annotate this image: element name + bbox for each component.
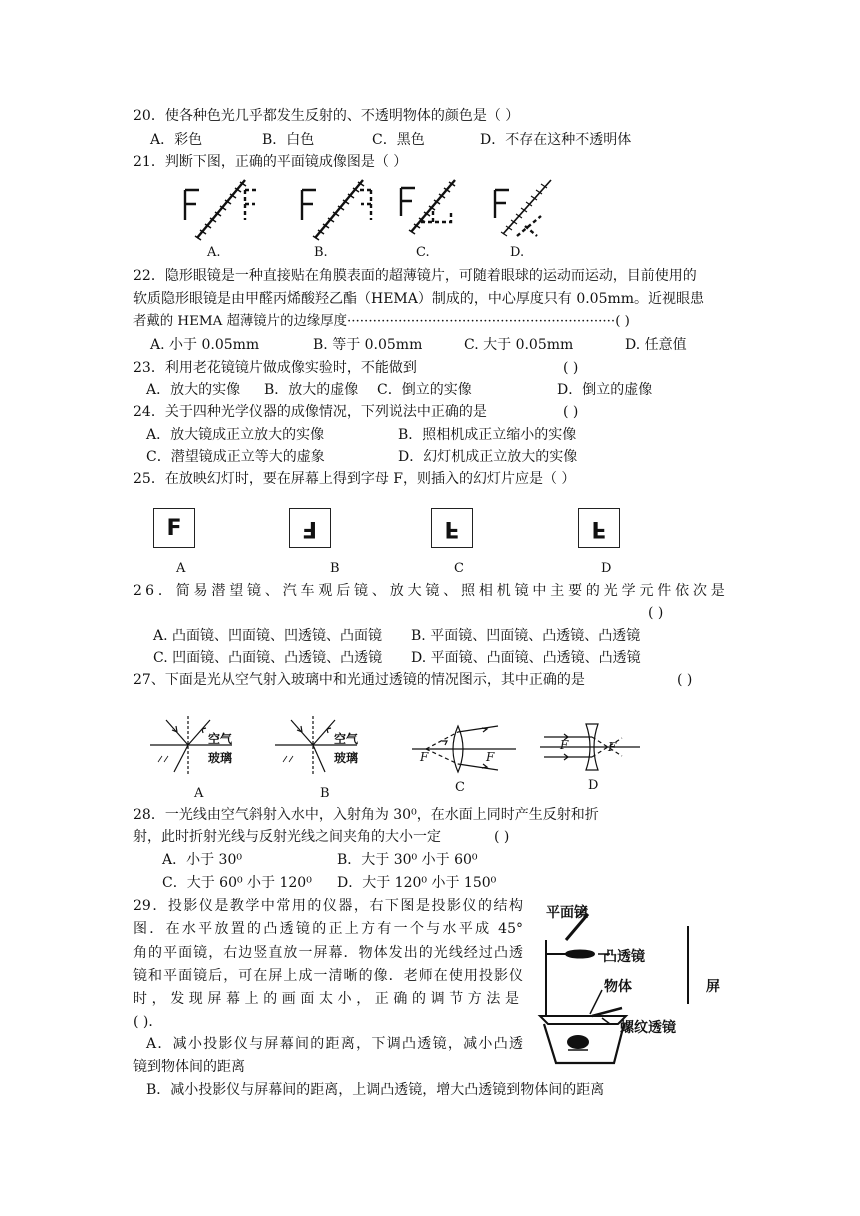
q23-option-d: D．倒立的虚像 bbox=[557, 382, 653, 398]
q22-option-b: B. 等于 0.05mm bbox=[313, 337, 423, 353]
q29-line-1: 29．投影仪是教学中常用的仪器，右下图是投影仪的结构 bbox=[133, 898, 523, 914]
q21-stem: 21．判断下图，正确的平面镜成像图是（ ） bbox=[133, 154, 408, 170]
q24-option-d: D．幻灯机成正立放大的实像 bbox=[398, 449, 578, 465]
q20-option-a: A．彩色 bbox=[150, 132, 203, 148]
q26-stem: 26．简易潜望镜、汽车观后镜、放大镜、照相机镜中主要的光学元件依次是 bbox=[133, 583, 728, 599]
q27-b-air-label: 空气 bbox=[334, 732, 359, 746]
q24-stem: 24．关于四种光学仪器的成像情况，下列说法中正确的是 bbox=[133, 404, 487, 420]
q29-line-4: 镜和平面镜后，可在屏上成一清晰的像．老师在使用投影仪 bbox=[133, 968, 523, 984]
q22-line-3: 者戴的 HEMA 超薄镜片的边缘厚度·······························································( ) bbox=[133, 314, 630, 329]
q28-line-1: 28．一光线由空气斜射入水中，入射角为 30⁰，在水面上同时产生反射和折 bbox=[133, 807, 599, 823]
q23-option-c: C．倒立的实像 bbox=[377, 382, 472, 398]
q27-a-glass-label: 玻璃 bbox=[208, 751, 233, 765]
q27-answer-paren: ( ) bbox=[677, 672, 693, 688]
q27-figure-b bbox=[275, 712, 365, 782]
q29-option-b: B．减小投影仪与屏幕间的距离，上调凸透镜，增大凸透镜到物体间的距离 bbox=[146, 1082, 605, 1098]
q26-option-b: B. 平面镜、凹面镜、凸透镜、凸透镜 bbox=[411, 628, 641, 644]
q22-option-c: C. 大于 0.05mm bbox=[464, 337, 574, 353]
q21-label-d: D. bbox=[510, 245, 525, 260]
q26-option-d: D. 平面镜、凸面镜、凸透镜、凸透镜 bbox=[411, 650, 641, 666]
q27-label-c: C bbox=[455, 780, 465, 795]
q29-line-3: 角的平面镜，右边竖直放一屏幕．物体发出的光线经过凸透 bbox=[133, 945, 523, 961]
q28-answer-paren: ( ) bbox=[494, 829, 510, 845]
q24-option-c: C．潜望镜成正立等大的虚象 bbox=[146, 449, 325, 465]
q27-d-focus-left: F bbox=[560, 738, 569, 752]
q27-stem: 27、下面是光从空气射入玻璃中和光通过透镜的情况图示，其中正确的是 bbox=[133, 672, 585, 688]
q27-figure-a bbox=[150, 712, 240, 782]
q24-option-a: A．放大镜成正立放大的实像 bbox=[146, 427, 325, 443]
projector-fresnel-lens-label: 螺纹透镜 bbox=[620, 1020, 676, 1036]
q22-line-1: 22．隐形眼镜是一种直接贴在角膜表面的超薄镜片，可随着眼球的运动而运动，目前使用的 bbox=[133, 268, 697, 284]
q28-option-d: D．大于 120⁰ 小于 150⁰ bbox=[337, 875, 497, 891]
q23-answer-paren: ( ) bbox=[563, 360, 579, 376]
projector-mirror-label: 平面镜 bbox=[546, 905, 588, 921]
q27-figure-c-convex-lens bbox=[412, 724, 522, 774]
q20-option-b: B．白色 bbox=[262, 132, 315, 148]
q27-a-air-label: 空气 bbox=[208, 732, 233, 746]
q25-label-c: C bbox=[454, 561, 464, 576]
q21-label-c: C. bbox=[416, 245, 430, 260]
slide-d bbox=[578, 508, 620, 548]
projector-object-label: 物体 bbox=[604, 979, 632, 995]
q27-b-glass-label: 玻璃 bbox=[334, 751, 359, 765]
q25-label-d: D bbox=[601, 561, 612, 576]
q27-label-a: A bbox=[194, 786, 204, 801]
q20-option-c: C．黑色 bbox=[372, 132, 425, 148]
q22-option-a: A. 小于 0.05mm bbox=[150, 337, 260, 353]
slide-b bbox=[289, 508, 331, 548]
slide-c bbox=[431, 508, 473, 548]
q22-line-2: 软质隐形眼镜是由甲醛丙烯酸羟乙酯（HEMA）制成的，中心厚度只有 0.05mm。近视眼患 bbox=[133, 291, 705, 307]
q28-option-b: B．大于 30⁰ 小于 60⁰ bbox=[337, 852, 478, 868]
q27-d-focus-right: F bbox=[608, 740, 617, 754]
q21-figures bbox=[175, 176, 575, 248]
q27-label-d: D bbox=[588, 778, 599, 793]
q25-stem: 25．在放映幻灯时，要在屏幕上得到字母 F，则插入的幻灯片应是（ ） bbox=[133, 471, 576, 487]
q25-label-b: B bbox=[330, 561, 340, 576]
q26-option-c: C. 凹面镜、凸面镜、凸透镜、凸透镜 bbox=[153, 650, 383, 666]
q28-option-c: C．大于 60⁰ 小于 120⁰ bbox=[162, 875, 312, 891]
slide-d-letter: F bbox=[591, 515, 607, 541]
q29-option-a-line-2: 镜到物体间的距离 bbox=[133, 1059, 245, 1075]
q24-answer-paren: ( ) bbox=[563, 404, 579, 420]
slide-a-letter: F bbox=[166, 515, 182, 541]
q27-label-b: B bbox=[320, 786, 330, 801]
q26-answer-paren: ( ) bbox=[648, 605, 664, 621]
q23-option-b: B．放大的虚像 bbox=[264, 382, 359, 398]
projector-lens-label: 凸透镜 bbox=[603, 949, 645, 965]
slide-c-letter: F bbox=[444, 515, 460, 541]
q28-line-2: 射，此时折射光线与反射光线之间夹角的大小一定 bbox=[133, 829, 441, 845]
q20-stem: 20．使各种色光几乎都发生反射的、不透明物体的颜色是（ ） bbox=[133, 108, 520, 124]
q29-option-a-line-1: A．减小投影仪与屏幕间的距离，下调凸透镜，减小凸透 bbox=[146, 1036, 523, 1052]
q29-line-6: ( )． bbox=[133, 1014, 163, 1030]
q27-c-focus-right: F bbox=[486, 750, 495, 764]
q25-label-a: A bbox=[176, 561, 186, 576]
q21-label-a: A. bbox=[207, 245, 221, 260]
q28-option-a: A．小于 30⁰ bbox=[162, 852, 242, 868]
q23-stem: 23．利用老花镜镜片做成像实验时，不能做到 bbox=[133, 360, 417, 376]
q20-option-d: D．不存在这种不透明体 bbox=[480, 132, 632, 148]
q29-line-5: 时，发现屏幕上的画面太小，正确的调节方法是 bbox=[133, 991, 523, 1007]
q21-label-b: B. bbox=[314, 245, 328, 260]
q27-c-focus-left: F bbox=[420, 750, 429, 764]
q24-option-b: B．照相机成正立缩小的实像 bbox=[398, 427, 577, 443]
projector-screen-label: 屏 bbox=[706, 979, 720, 995]
q22-option-d: D. 任意值 bbox=[625, 337, 687, 353]
q29-line-2: 图．在水平放置的凸透镜的正上方有一个与水平成 45° bbox=[133, 921, 523, 937]
q26-option-a: A. 凸面镜、凹面镜、凹透镜、凸面镜 bbox=[153, 628, 383, 644]
slide-b-letter: F bbox=[302, 515, 318, 541]
slide-a bbox=[153, 508, 195, 548]
q23-option-a: A．放大的实像 bbox=[146, 382, 241, 398]
q27-figure-d-concave-lens bbox=[540, 722, 650, 772]
